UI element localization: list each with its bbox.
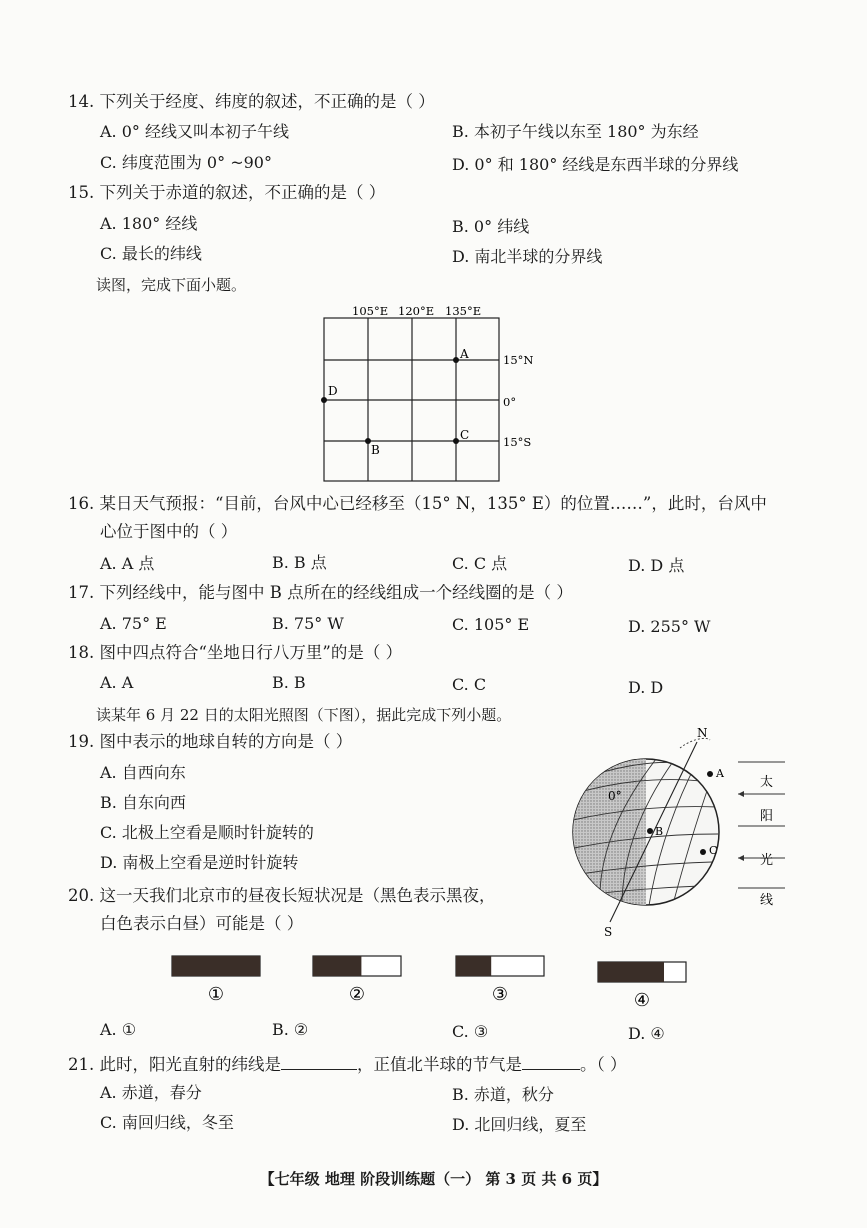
sun-char-3: 光 — [760, 853, 774, 868]
globe-north-label: N — [697, 726, 708, 740]
q19-stem: 19. 图中表示的地球自转的方向是（ ） — [68, 732, 353, 751]
globe-zero-label: 0° — [608, 789, 622, 803]
point-c — [453, 438, 459, 444]
q14-option-d[interactable]: D. 0° 和 180° 经线是东西半球的分界线 — [452, 155, 739, 174]
q16-option-d[interactable]: D. D 点 — [628, 556, 685, 575]
point-c-label: C — [460, 428, 470, 442]
q18-option-a[interactable]: A. A — [100, 673, 134, 692]
globe-point-b-label: B — [655, 825, 664, 838]
q16-option-c[interactable]: C. C 点 — [452, 554, 508, 573]
q20-option-c[interactable]: C. ③ — [452, 1022, 489, 1041]
q17-option-a[interactable]: A. 75° E — [100, 614, 167, 633]
globe-point-a-label: A — [716, 767, 724, 780]
point-d — [321, 397, 327, 403]
q20-stem-line1: 20. 这一天我们北京市的昼夜长短状况是（黑色表示黑夜， — [68, 886, 496, 905]
bar-label-1: ① — [207, 984, 225, 1005]
q21-stem-part1: 21. 此时，阳光直射的纬线是 — [68, 1055, 281, 1074]
lon-label-120: 120°E — [398, 304, 435, 318]
lat-label-0: 0° — [503, 395, 517, 409]
intro-grid: 读图，完成下面小题。 — [96, 276, 247, 294]
q21-option-d[interactable]: D. 北回归线，夏至 — [452, 1115, 587, 1134]
q16-stem-line1: 16. 某日天气预报：“目前，台风中心已经移至（15° N，135° E）的位置……”，此时，台风中 — [68, 494, 767, 513]
q21-option-a[interactable]: A. 赤道，春分 — [100, 1083, 202, 1102]
night-fill-3 — [456, 956, 491, 976]
q19-option-d[interactable]: D. 南极上空看是逆时针旋转 — [100, 853, 299, 872]
q15-option-c[interactable]: C. 最长的纬线 — [100, 244, 202, 263]
sun-char-4: 线 — [760, 893, 774, 908]
q18-option-d[interactable]: D. D — [628, 678, 664, 697]
q14-option-a[interactable]: A. 0° 经线又叫本初子午线 — [100, 122, 289, 141]
q17-option-c[interactable]: C. 105° E — [452, 615, 530, 634]
q21-stem — [68, 1053, 627, 1075]
point-a-label: A — [460, 347, 469, 361]
lat-label-15n: 15°N — [503, 353, 534, 367]
night-fill-1 — [172, 956, 260, 976]
q18-option-b[interactable]: B. B — [272, 673, 306, 692]
q20-stem-line2: 白色表示白昼）可能是（ ） — [100, 914, 304, 933]
q17-option-b[interactable]: B. 75° W — [272, 614, 344, 633]
q20-option-a[interactable]: A. ① — [100, 1020, 137, 1039]
q16-option-b[interactable]: B. B 点 — [272, 553, 327, 572]
q16-stem-line2: 心位于图中的（ ） — [100, 522, 238, 541]
q21-stem-part3: 。（ ） — [580, 1055, 627, 1074]
lat-lon-grid-map — [300, 300, 560, 490]
globe-point-a — [707, 771, 713, 777]
lon-label-105: 105°E — [352, 304, 389, 318]
night-fill-4 — [598, 962, 664, 982]
q16-option-a[interactable]: A. A 点 — [100, 554, 155, 573]
lon-label-135: 135°E — [445, 304, 482, 318]
page-footer: 【七年级 地理 阶段训练题（一） 第 3 页 共 6 页】 — [259, 1170, 608, 1188]
q21-option-c[interactable]: C. 南回归线，冬至 — [100, 1113, 234, 1132]
bar-label-2: ② — [348, 984, 366, 1005]
sunlight-globe-diagram — [560, 722, 790, 944]
day-night-bars — [150, 950, 710, 1016]
q14-option-b[interactable]: B. 本初子午线以东至 180° 为东经 — [452, 122, 699, 141]
q15-stem: 15. 下列关于赤道的叙述，不正确的是（ ） — [68, 183, 386, 202]
q21-option-b[interactable]: B. 赤道，秋分 — [452, 1085, 554, 1104]
globe-point-c — [700, 849, 706, 855]
q14-option-c[interactable]: C. 纬度范围为 0° ~90° — [100, 153, 272, 172]
sun-char-2: 阳 — [760, 809, 774, 824]
bar-label-4: ④ — [633, 990, 651, 1011]
q20-option-d[interactable]: D. ④ — [628, 1024, 665, 1043]
q21-blank-1[interactable] — [281, 1053, 357, 1070]
q21-stem-part2: ，正值北半球的节气是 — [357, 1055, 522, 1074]
q19-option-a[interactable]: A. 自西向东 — [100, 763, 186, 782]
q15-option-d[interactable]: D. 南北半球的分界线 — [452, 247, 603, 266]
q15-option-a[interactable]: A. 180° 经线 — [100, 214, 198, 233]
bar-label-3: ③ — [491, 984, 509, 1005]
point-b-label: B — [371, 443, 380, 457]
globe-point-c-label: C — [709, 844, 718, 857]
lat-label-15s: 15°S — [503, 435, 532, 449]
q15-option-b[interactable]: B. 0° 纬线 — [452, 217, 530, 236]
q21-blank-2[interactable] — [522, 1053, 580, 1070]
q18-stem: 18. 图中四点符合“坐地日行八万里”的是（ ） — [68, 643, 403, 662]
globe-point-b — [647, 828, 653, 834]
intro-globe: 读某年 6 月 22 日的太阳光照图（下图），据此完成下列小题。 — [96, 706, 512, 724]
globe-south-label: S — [604, 925, 613, 939]
q17-option-d[interactable]: D. 255° W — [628, 617, 711, 636]
sun-char-1: 太 — [760, 775, 774, 790]
q18-option-c[interactable]: C. C — [452, 675, 487, 694]
point-a — [453, 357, 459, 363]
night-fill-2 — [313, 956, 361, 976]
q14-stem: 14. 下列关于经度、纬度的叙述，不正确的是（ ） — [68, 92, 435, 111]
q17-stem: 17. 下列经线中，能与图中 B 点所在的经线组成一个经线圈的是（ ） — [68, 583, 573, 602]
q19-option-b[interactable]: B. 自东向西 — [100, 793, 186, 812]
point-d-label: D — [328, 384, 338, 398]
q20-option-b[interactable]: B. ② — [272, 1020, 309, 1039]
q19-option-c[interactable]: C. 北极上空看是顺时针旋转的 — [100, 823, 314, 842]
